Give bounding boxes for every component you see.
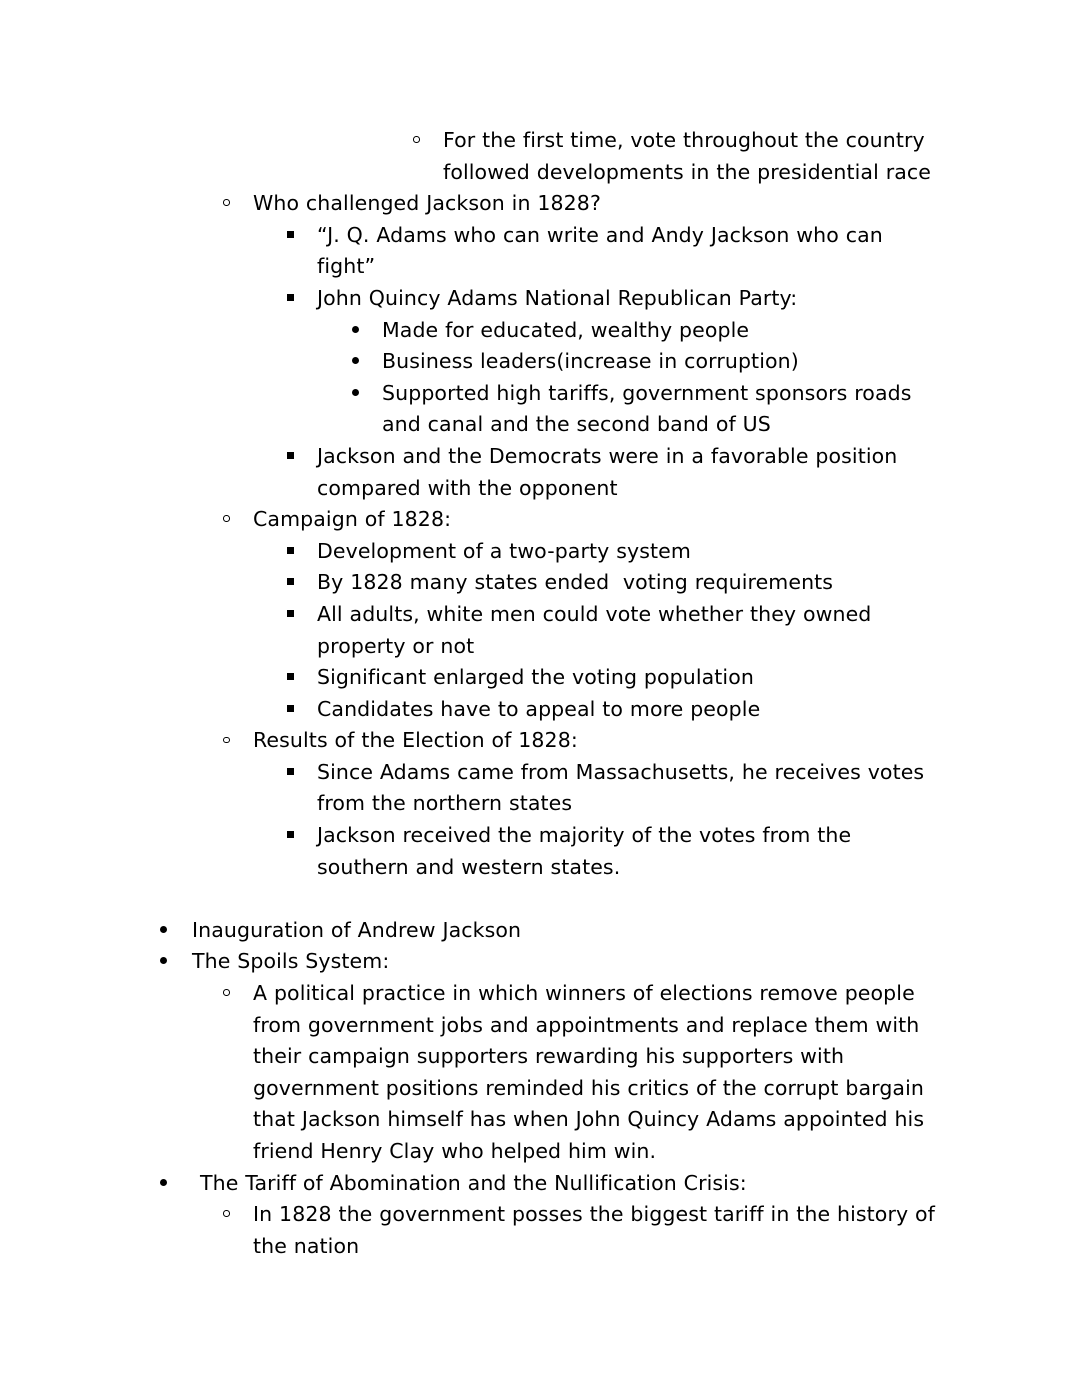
circle-bullet-icon	[413, 125, 433, 157]
outline-item-text: Since Adams came from Massachusetts, he receives votes from the northern states	[317, 759, 932, 816]
outline-item-text: The Tariff of Abomination and the Nullification Crisis:	[200, 1170, 747, 1195]
outline-item	[0, 346, 1080, 378]
square-bullet-icon	[287, 757, 307, 789]
disc-bullet-icon	[352, 315, 372, 347]
outline-item	[0, 378, 1080, 441]
disc-bullet-icon	[160, 1168, 180, 1200]
outline-item	[0, 978, 1080, 1168]
outline-item	[0, 757, 1080, 820]
outline-item-text: John Quincy Adams National Republican Party:	[317, 285, 798, 310]
outline-item-text: Business leaders(increase in corruption)	[382, 349, 799, 374]
outline-item	[0, 1199, 1080, 1262]
outline-item-text: Jackson received the majority of the votes from the southern and western states.	[317, 823, 859, 879]
disc-bullet-icon	[160, 915, 180, 947]
square-bullet-icon	[287, 820, 307, 852]
outline-item-text: By 1828 many states ended voting requirements	[317, 570, 834, 595]
outline-item-text: In 1828 the government posses the biggest tariff in the history of the nation	[253, 1202, 942, 1258]
square-bullet-icon	[287, 283, 307, 315]
circle-bullet-icon	[223, 1199, 243, 1231]
outline-item	[0, 125, 1080, 188]
outline-item-text: “J. Q. Adams who can write and Andy Jackson who can fight”	[317, 222, 890, 279]
outline-item	[0, 283, 1080, 315]
outline-item-text: All adults, white men could vote whether they owned property or not	[317, 601, 879, 658]
square-bullet-icon	[287, 694, 307, 726]
outline-item	[0, 536, 1080, 568]
outline-item-text: For the first time, vote throughout the country followed developments in the presidential race	[443, 128, 932, 184]
notes-outline	[0, 125, 1080, 1262]
outline-item-text: Made for educated, wealthy people	[382, 317, 750, 342]
circle-bullet-icon	[223, 188, 243, 220]
square-bullet-icon	[287, 220, 307, 252]
outline-item-text: Who challenged Jackson in 1828?	[253, 191, 601, 216]
circle-bullet-icon	[223, 725, 243, 757]
square-bullet-icon	[287, 567, 307, 599]
outline-item	[0, 188, 1080, 220]
outline-item	[0, 820, 1080, 883]
square-bullet-icon	[287, 441, 307, 473]
outline-item-text: A political practice in which winners of elections remove people from government jobs and appointments and replace them with their campaign supporters rewarding his supporters with government positions reminded his critics of the corrupt bargain that Jackson himself has when John Quincy Adams appointed his friend Henry Clay who helped him win.	[253, 981, 931, 1163]
outline-item	[0, 315, 1080, 347]
outline-item	[0, 694, 1080, 726]
paragraph-spacer	[0, 883, 1080, 915]
outline-item	[0, 662, 1080, 694]
outline-item-text: Inauguration of Andrew Jackson	[192, 917, 522, 942]
outline-item-text: Jackson and the Democrats were in a favorable position compared with the opponent	[317, 443, 905, 500]
outline-item	[0, 1168, 1080, 1200]
outline-item	[0, 567, 1080, 599]
outline-item	[0, 725, 1080, 757]
outline-item-text: The Spoils System:	[192, 949, 390, 974]
disc-bullet-icon	[352, 378, 372, 410]
outline-item-text: Candidates have to appeal to more people	[317, 696, 761, 721]
outline-item-text: Supported high tariffs, government sponsors roads and canal and the second band of US	[382, 380, 919, 437]
outline-item	[0, 599, 1080, 662]
disc-bullet-icon	[160, 946, 180, 978]
outline-item	[0, 946, 1080, 978]
square-bullet-icon	[287, 662, 307, 694]
outline-item	[0, 220, 1080, 283]
outline-item-text: Development of a two-party system	[317, 538, 691, 563]
outline-item	[0, 504, 1080, 536]
disc-bullet-icon	[352, 346, 372, 378]
circle-bullet-icon	[223, 504, 243, 536]
outline-item	[0, 441, 1080, 504]
outline-item	[0, 915, 1080, 947]
outline-item-text: Significant enlarged the voting population	[317, 665, 754, 690]
outline-item-text: Results of the Election of 1828:	[253, 728, 578, 753]
circle-bullet-icon	[223, 978, 243, 1010]
outline-item-text: Campaign of 1828:	[253, 507, 452, 532]
square-bullet-icon	[287, 536, 307, 568]
square-bullet-icon	[287, 599, 307, 631]
